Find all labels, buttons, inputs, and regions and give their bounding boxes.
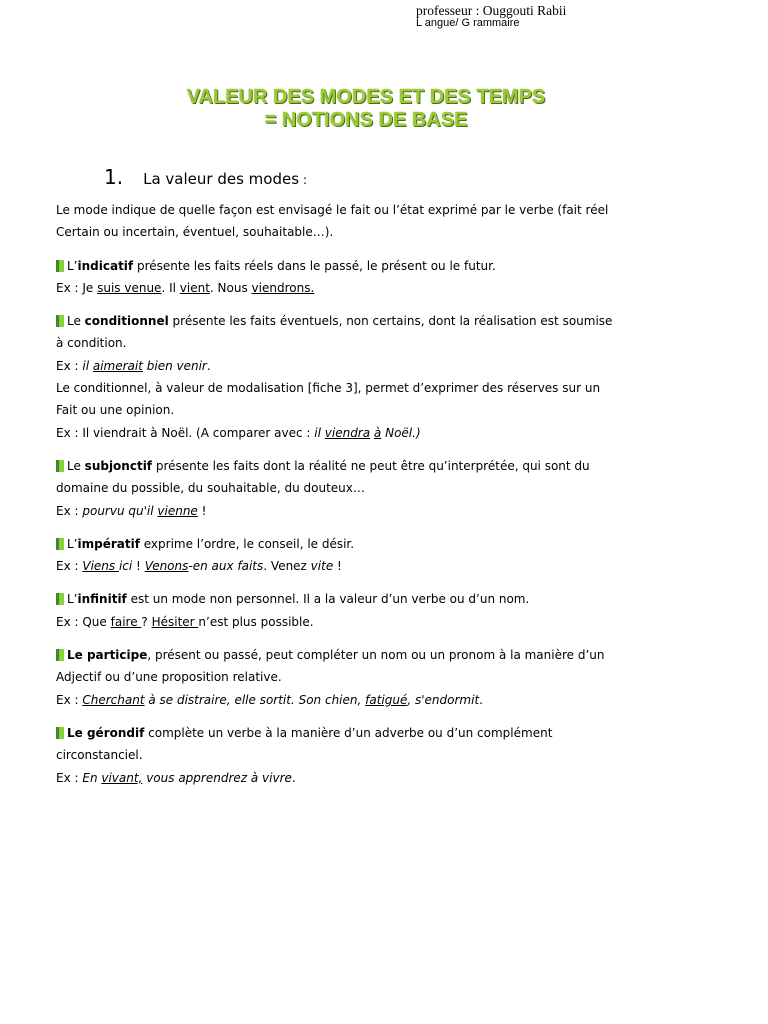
definition-line: Adjectif ou d’une proposition relative. (56, 670, 282, 685)
green-bullet-icon (56, 260, 64, 272)
mode-participe (56, 644, 696, 711)
definition-line: Le conditionnel présente les faits éventuels, non certains, dont la réalisation est soumise (56, 310, 696, 332)
definition-line: L’infinitif est un mode non personnel. Il a la valeur d’un verbe ou d’un nom. (56, 588, 696, 610)
example-line: Ex : Cherchant à se distraire, elle sortit. Son chien, fatigué, s'endormit. (56, 692, 483, 707)
green-bullet-icon (56, 649, 64, 661)
title-line-1: VALEUR DES MODES ET DES TEMPS (186, 86, 546, 108)
mode-term: Le participe (67, 648, 148, 663)
mode-term: Le gérondif (67, 725, 145, 740)
green-bullet-icon (56, 460, 64, 472)
mode-imperatif (56, 533, 696, 578)
green-bullet-icon (56, 593, 64, 605)
definition-line: circonstanciel. (56, 748, 143, 763)
subject-label: L angue/ G rammaire (416, 17, 520, 30)
mode-term: conditionnel (84, 314, 169, 329)
green-bullet-icon (56, 727, 64, 739)
professor-name: professeur : Ouggouti Rabii (416, 3, 567, 18)
intro-line: Certain ou incertain, éventuel, souhaitable…). (56, 225, 334, 240)
example-line: Ex : pourvu qu'il vienne ! (56, 503, 207, 518)
mode-indicatif (56, 255, 696, 300)
definition-line: domaine du possible, du souhaitable, du douteux… (56, 481, 365, 496)
note-line: Fait ou une opinion. (56, 403, 175, 418)
example-line: Ex : Je suis venue. Il vient. Nous viendrons. (56, 280, 315, 295)
mode-term: indicatif (77, 258, 134, 273)
mode-gerondif (56, 722, 696, 789)
green-bullet-icon (56, 315, 64, 327)
example-line: Ex : Viens ici ! Venons-en aux faits. Venez vite ! (56, 559, 342, 574)
definition-line: Le gérondif complète un verbe à la manière d’un adverbe ou d’un complément (56, 722, 696, 744)
example-line: Ex : Il viendrait à Noël. (A comparer avec : il viendra à Noël.) (56, 425, 421, 440)
mode-subjonctif (56, 455, 696, 522)
intro-paragraph (56, 199, 696, 244)
example-line: Ex : Que faire ? Hésiter n’est plus possible. (56, 614, 314, 629)
definition-line: à condition. (56, 336, 127, 351)
mode-term: impératif (77, 536, 140, 551)
mode-infinitif (56, 588, 696, 633)
document-title (0, 86, 732, 132)
section-heading (104, 165, 307, 189)
document-body (56, 199, 696, 789)
definition-line: L’indicatif présente les faits réels dans le passé, le présent ou le futur. (56, 255, 696, 277)
definition-line: Le subjonctif présente les faits dont la réalité ne peut être qu’interprétée, qui sont du (56, 455, 696, 477)
mode-term: infinitif (77, 592, 127, 607)
mode-term: subjonctif (84, 458, 153, 473)
definition-line: Le participe, présent ou passé, peut compléter un nom ou un pronom à la manière d’un (56, 644, 696, 666)
title-line-2: = NOTIONS DE BASE (264, 109, 468, 131)
example-line: Ex : En vivant, vous apprendrez à vivre. (56, 770, 296, 785)
section-number: 1. (104, 165, 124, 189)
green-bullet-icon (56, 538, 64, 550)
note-line: Le conditionnel, à valeur de modalisation [fiche 3], permet d’exprimer des réserves sur un (56, 381, 601, 396)
section-colon: : (303, 173, 308, 187)
definition-line: L’impératif exprime l’ordre, le conseil, le désir. (56, 533, 696, 555)
mode-conditionnel (56, 310, 696, 444)
section-title: La valeur des modes (143, 170, 300, 188)
example-line: Ex : il aimerait bien venir. (56, 358, 211, 373)
intro-line: Le mode indique de quelle façon est envisagé le fait ou l’état exprimé par le verbe (fait réel (56, 203, 609, 217)
page-header (416, 4, 566, 30)
